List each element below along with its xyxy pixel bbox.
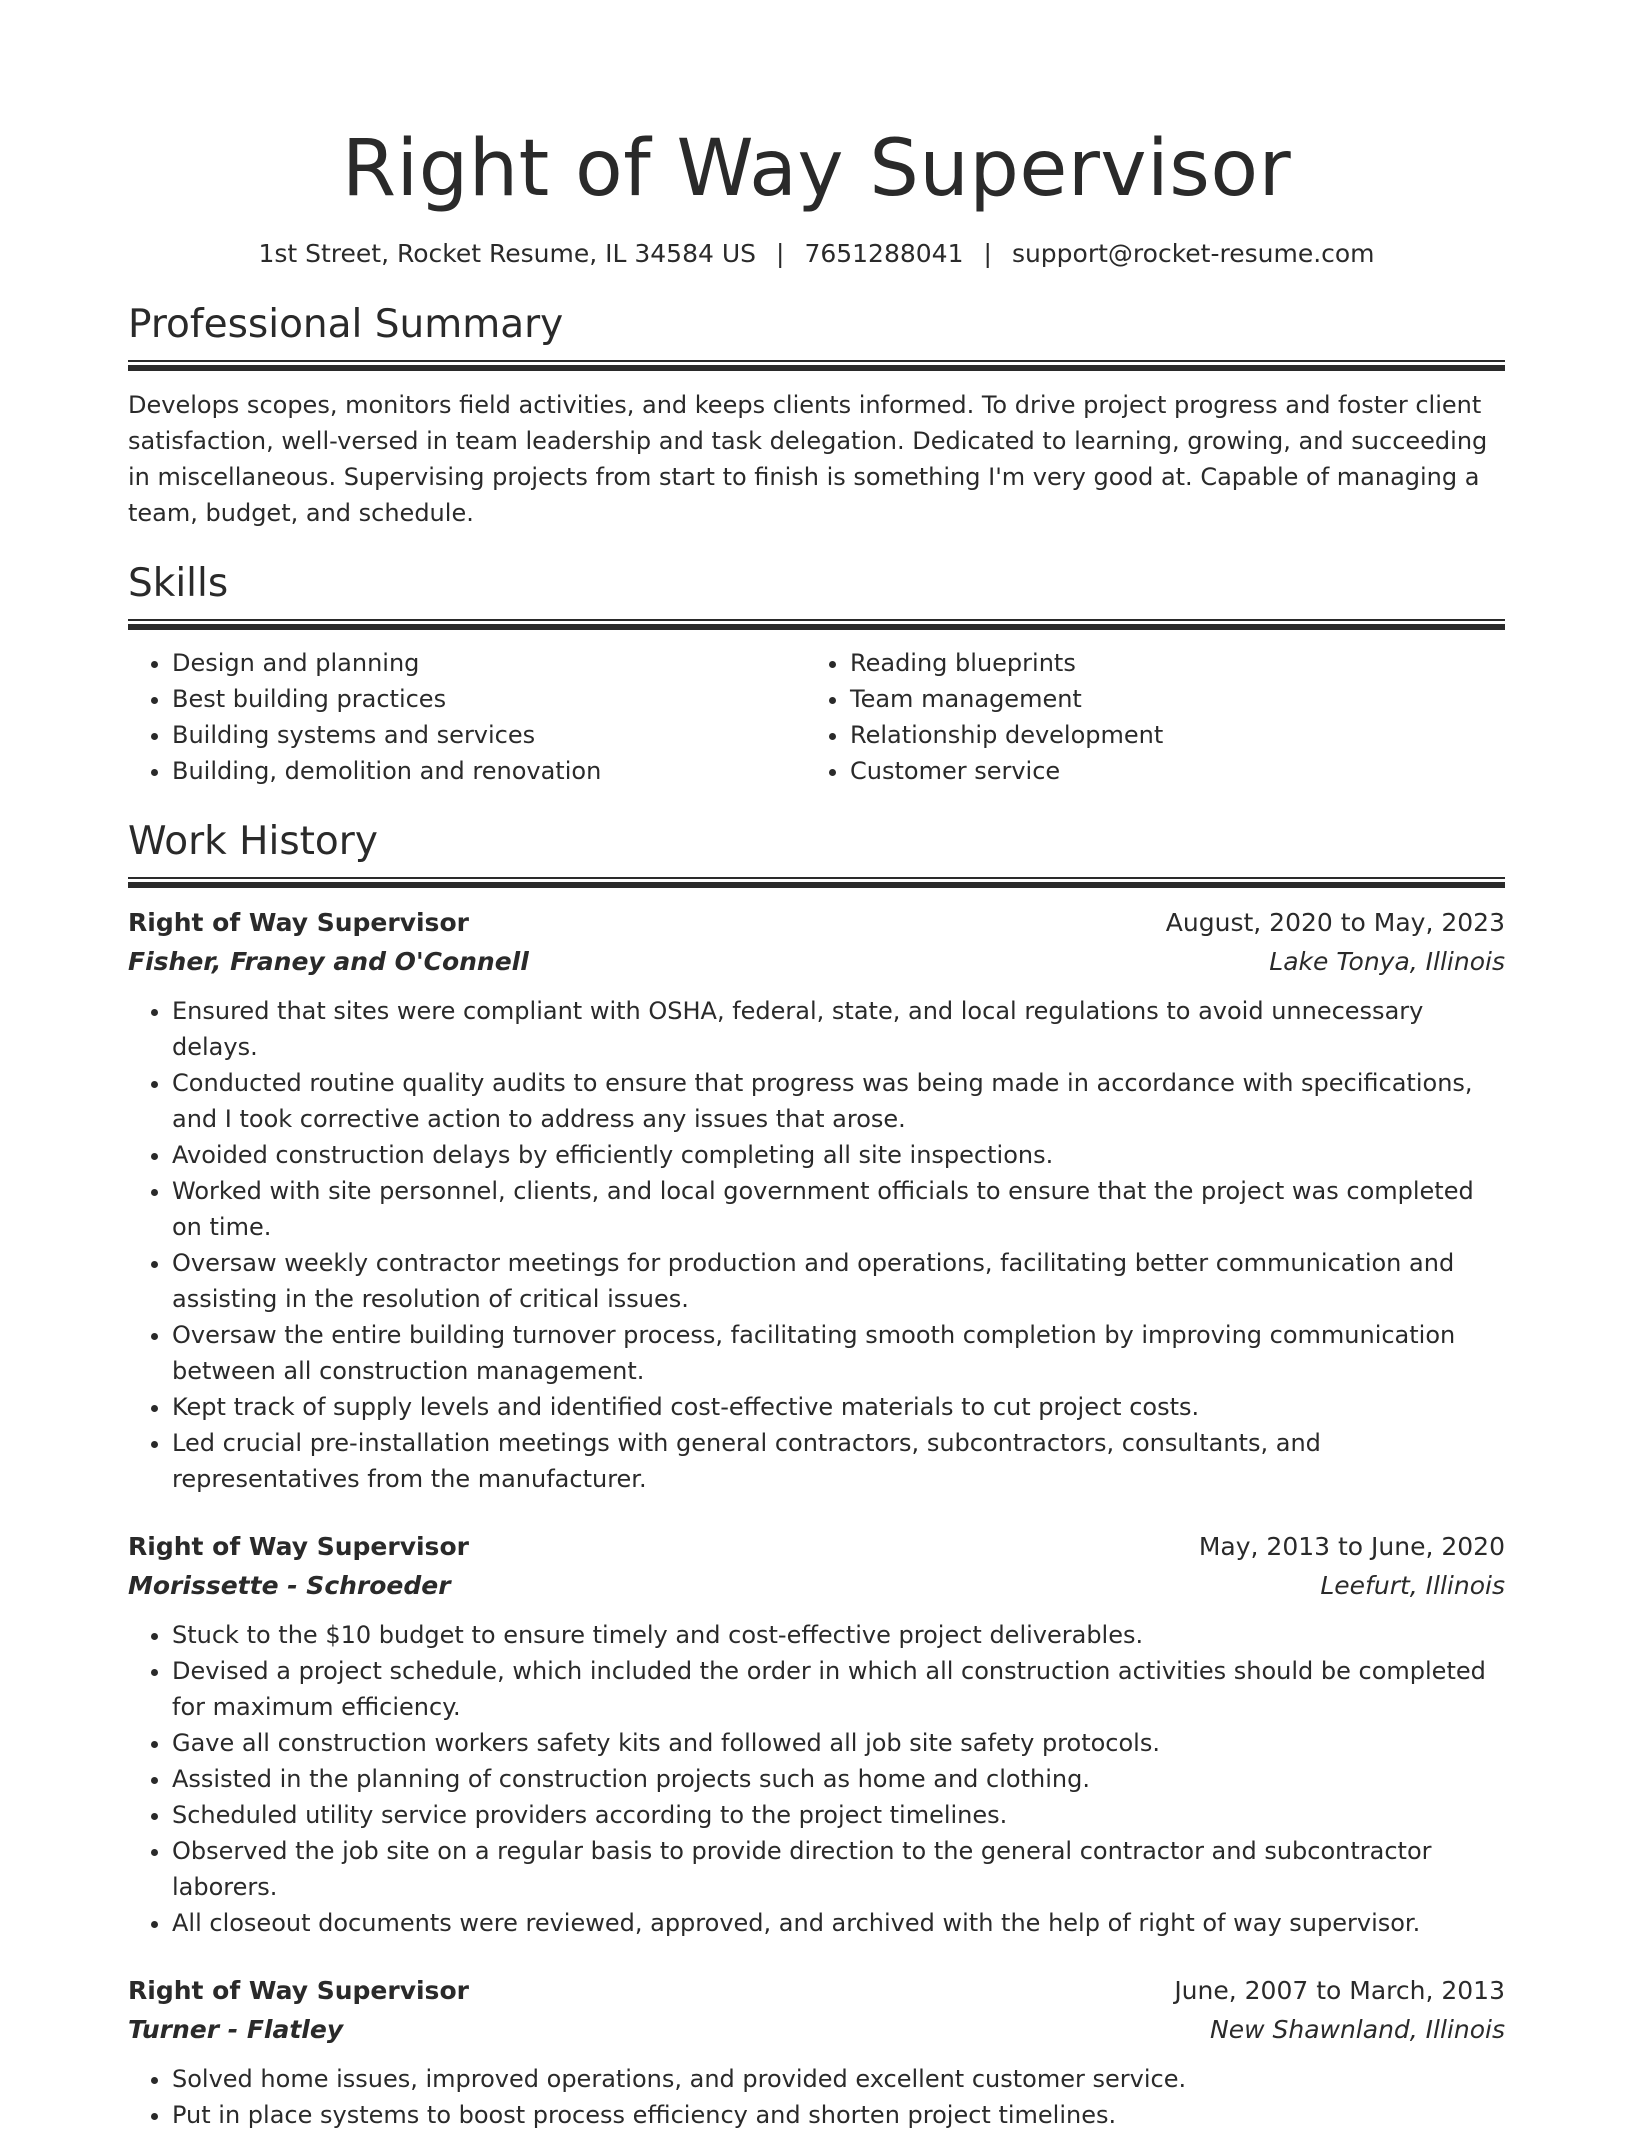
job-header — [128, 1528, 1505, 1566]
job-location: New Shawnland, Illinois — [1210, 2015, 1505, 2044]
job-bullet: • Conducted routine quality audits to ensure that progress was being made in accordance with specifications, and I took corrective action to address any issues that arose. — [172, 1065, 1505, 1137]
job-header — [128, 1972, 1505, 2010]
job-subheader — [128, 2010, 1505, 2050]
skills-heading: Skills — [128, 561, 229, 606]
job-bullet: • Oversaw weekly contractor meetings for production and operations, facilitating better communication and assisting in the resolution of critical issues. — [172, 1245, 1505, 1317]
skill-item: • Best building practices — [172, 681, 806, 717]
skill-item: • Customer service — [850, 753, 1484, 789]
skills-columns — [128, 645, 1505, 789]
contact-phone: 7651288041 — [804, 239, 964, 268]
skill-item: • Design and planning — [172, 645, 806, 681]
job-title: Right of Way Supervisor — [128, 908, 469, 937]
skill-item: • Relationship development — [850, 717, 1484, 753]
job-entry — [128, 1528, 1505, 1941]
job-location: Lake Tonya, Illinois — [1269, 947, 1505, 976]
summary-heading: Professional Summary — [128, 302, 564, 347]
job-title: Right of Way Supervisor — [128, 1532, 469, 1561]
job-dates: August, 2020 to May, 2023 — [1165, 908, 1505, 937]
job-entry — [128, 1972, 1505, 2133]
contact-line — [128, 238, 1505, 270]
skill-item: • Building systems and services — [172, 717, 806, 753]
section-divider — [128, 877, 1505, 888]
job-dates: May, 2013 to June, 2020 — [1198, 1532, 1505, 1561]
job-dates: June, 2007 to March, 2013 — [1174, 1976, 1505, 2005]
job-company: Turner - Flatley — [128, 2015, 344, 2044]
skill-item: • Team management — [850, 681, 1484, 717]
job-subheader — [128, 942, 1505, 982]
skills-section — [128, 558, 1505, 789]
job-bullet-list — [128, 993, 1505, 1497]
job-title: Right of Way Supervisor — [128, 1976, 469, 2005]
job-bullet: • Stuck to the $10 budget to ensure timely and cost-effective project deliverables. — [172, 1617, 1505, 1653]
job-bullet: • Gave all construction workers safety kits and followed all job site safety protocols. — [172, 1725, 1505, 1761]
job-company: Morissette - Schroeder — [128, 1571, 451, 1600]
contact-separator: | — [983, 239, 992, 268]
skills-list-right — [806, 645, 1484, 789]
job-bullet-list — [128, 2061, 1505, 2133]
job-bullet: • Oversaw the entire building turnover process, facilitating smooth completion by improving communication between all construction management. — [172, 1317, 1505, 1389]
job-bullet: • Observed the job site on a regular basis to provide direction to the general contractor and subcontractor laborers. — [172, 1833, 1505, 1905]
job-entry — [128, 904, 1505, 1497]
job-bullet: • Solved home issues, improved operations, and provided excellent customer service. — [172, 2061, 1505, 2097]
work-history-section — [128, 816, 1505, 2133]
job-subheader — [128, 1566, 1505, 1606]
resume-page — [128, 0, 1505, 2133]
section-divider — [128, 360, 1505, 371]
job-bullet: • Devised a project schedule, which included the order in which all construction activities should be completed for maximum efficiency. — [172, 1653, 1505, 1725]
job-header — [128, 904, 1505, 942]
job-bullet: • Kept track of supply levels and identified cost-effective materials to cut project costs. — [172, 1389, 1505, 1425]
job-bullet: • Scheduled utility service providers according to the project timelines. — [172, 1797, 1505, 1833]
contact-address: 1st Street, Rocket Resume, IL 34584 US — [258, 239, 756, 268]
job-bullet-list — [128, 1617, 1505, 1941]
job-bullet: • All closeout documents were reviewed, approved, and archived with the help of right of way supervisor. — [172, 1905, 1505, 1941]
skills-list-left — [128, 645, 806, 789]
job-location: Leefurt, Illinois — [1320, 1571, 1505, 1600]
job-company: Fisher, Franey and O'Connell — [128, 947, 529, 976]
resume-name: Right of Way Supervisor — [341, 124, 1292, 214]
skill-item: • Reading blueprints — [850, 645, 1484, 681]
summary-text: Develops scopes, monitors field activities, and keeps clients informed. To drive project progress and foster client satisfaction, well-versed in team leadership and task delegation. Dedicated to learning, growing, and succeeding in miscellaneous. Supervising projects from start to finish is something I'm very good at. Capable of managing a team, budget, and schedule. — [128, 391, 1488, 527]
work-history-heading: Work History — [128, 819, 378, 864]
job-bullet: • Put in place systems to boost process efficiency and shorten project timelines. — [172, 2097, 1505, 2133]
skill-item: • Building, demolition and renovation — [172, 753, 806, 789]
job-bullet: • Led crucial pre-installation meetings with general contractors, subcontractors, consultants, and representatives from the manufacturer. — [172, 1425, 1505, 1497]
summary-section — [128, 299, 1505, 531]
contact-email: support@rocket-resume.com — [1011, 239, 1375, 268]
section-divider — [128, 619, 1505, 630]
contact-separator: | — [776, 239, 785, 268]
job-bullet: • Avoided construction delays by efficiently completing all site inspections. — [172, 1137, 1505, 1173]
job-bullet: • Ensured that sites were compliant with OSHA, federal, state, and local regulations to avoid unnecessary delays. — [172, 993, 1505, 1065]
job-bullet: • Assisted in the planning of construction projects such as home and clothing. — [172, 1761, 1505, 1797]
job-bullet: • Worked with site personnel, clients, and local government officials to ensure that the project was completed on time. — [172, 1173, 1505, 1245]
